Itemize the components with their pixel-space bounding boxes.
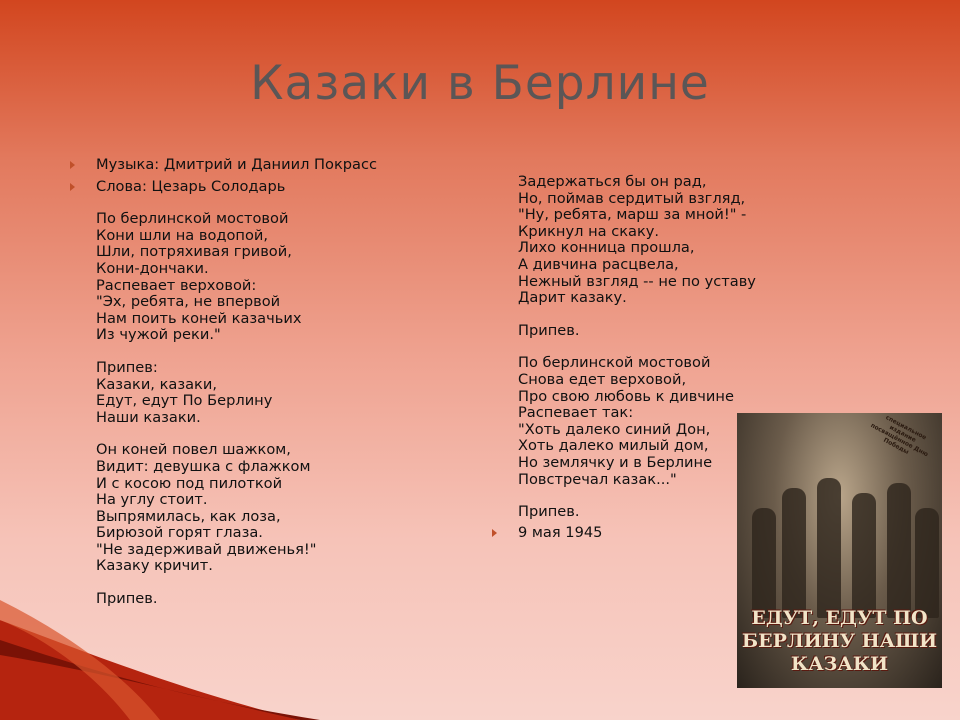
stanza: Припев: Казаки, казаки, Едут, едут По Берлину Наши казаки. <box>96 358 273 426</box>
bullet-text: 9 мая 1945 <box>518 523 603 541</box>
decorative-swoosh <box>0 600 320 720</box>
stanza: Он коней повел шажком, Видит: девушка с флажком И с косою под пилоткой На углу стоит. Выпрямилась, как лоза, Бирюзой горят глаза. "Не задерживай движенья!" Казаку кричит. <box>96 441 317 575</box>
bullet-text: Слова: Цезарь Солодарь <box>96 177 286 195</box>
left-column <box>70 157 450 608</box>
bullet-lyrics <box>70 179 450 196</box>
bullet-arrow-icon <box>492 529 497 537</box>
stanza: Припев. <box>518 503 580 521</box>
bullet-text: Музыка: Дмитрий и Даниил Покрасс <box>96 156 378 173</box>
stanza: По берлинской мостовой Снова едет верховой, Про свою любовь к дивчине Распевает так: "Хоть далеко синий Дон, Хоть далеко милый дом, Но землячку и в Берлине Повстречал казак..." <box>518 354 734 488</box>
bullet-music <box>70 157 450 174</box>
stanza: Припев. <box>518 321 580 339</box>
stanza: По берлинской мостовой Кони шли на водопой, Шли, потряхивая гривой, Кони-дончаки. Распевает верховой: "Эх, ребята, не впервой Нам поить коней казачьих Из чужой реки." <box>96 210 302 344</box>
bullet-arrow-icon <box>70 161 75 169</box>
stanza: Задержаться бы он рад, Но, поймав сердитый взгляд, "Ну, ребята, марш за мной!" - Крикнул на скаку. Лихо конница прошла, А дивчина расцвела, Нежный взгляд -- не по уставу Дарит казаку. <box>518 173 756 307</box>
cossacks-poster-image <box>737 413 942 688</box>
bullet-arrow-icon <box>70 183 75 191</box>
poster-headline: ЕДУТ, ЕДУТ ПО БЕРЛИНУ НАШИ КАЗАКИ <box>741 607 938 675</box>
stanza: Припев. <box>96 590 158 608</box>
slide-title: Казаки в Берлине <box>250 56 710 111</box>
poster-subtitle: специальное издание посвящённое Дню Победы <box>869 414 930 459</box>
